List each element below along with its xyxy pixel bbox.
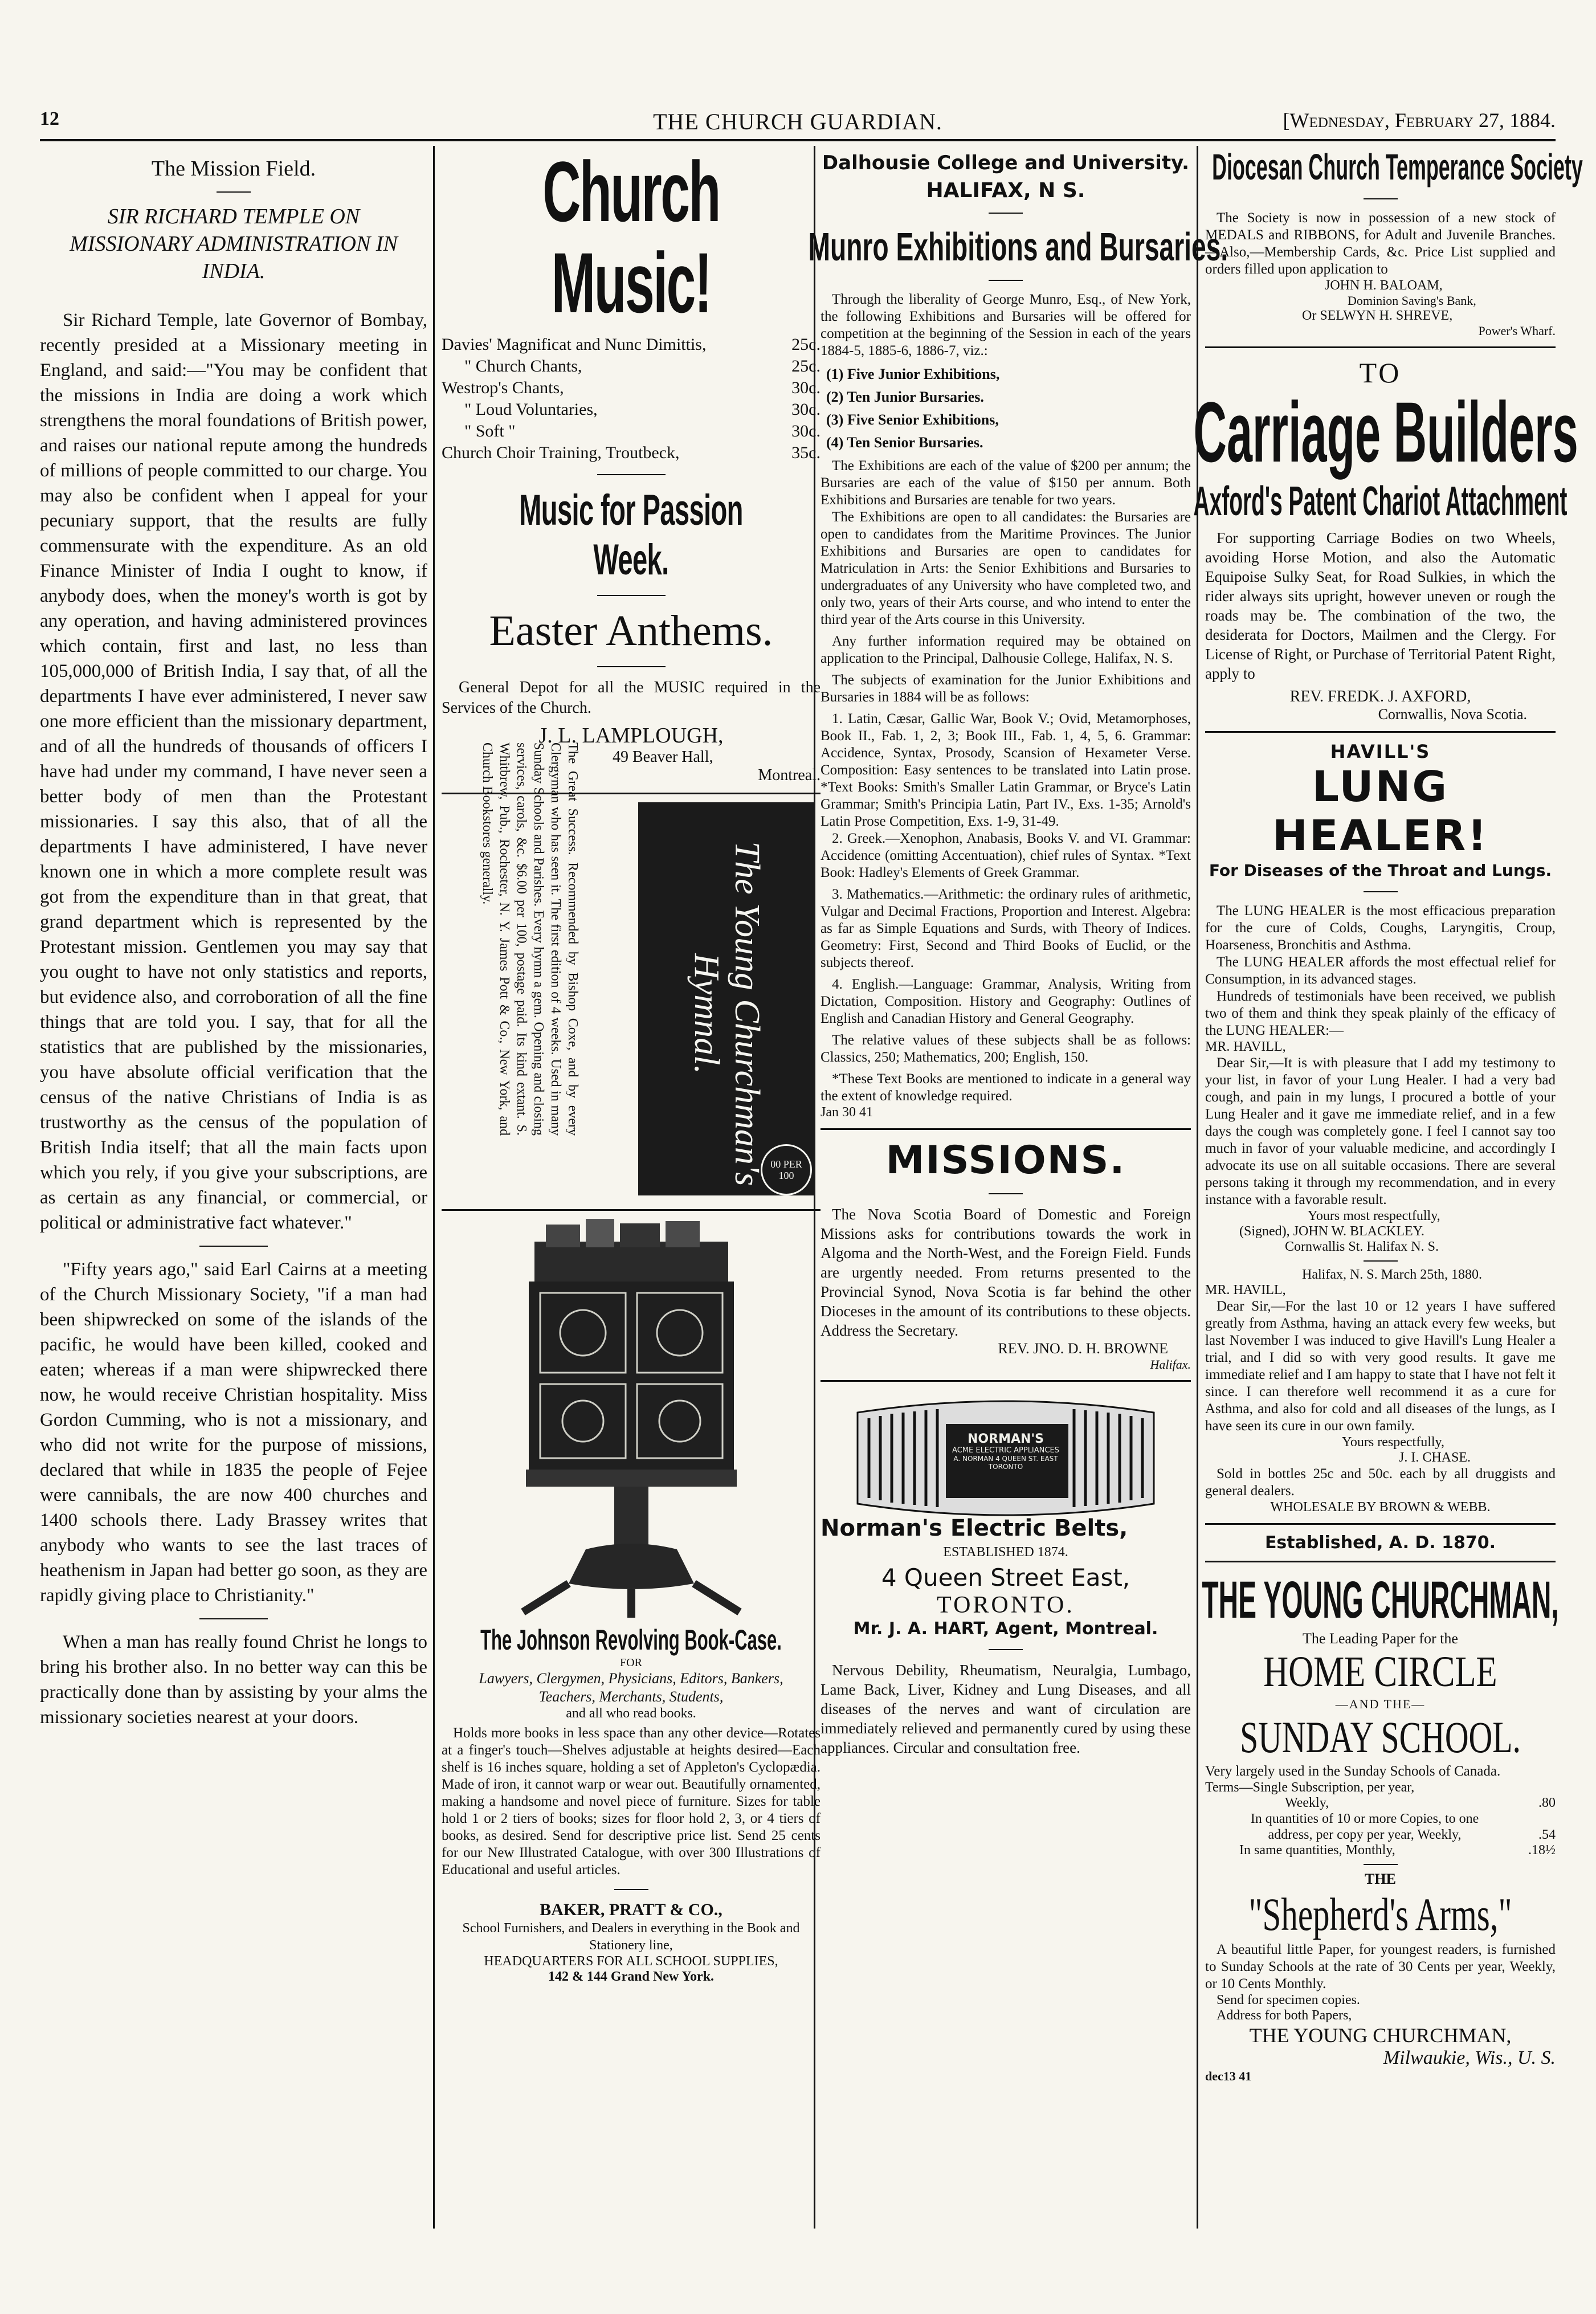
item-price: 30c.: [791, 378, 821, 397]
bookcase-users-all: and all who read books.: [566, 1706, 696, 1721]
item-price: 25c.: [791, 357, 821, 376]
belt-label-line: ACME ELECTRIC APPLIANCES: [952, 1446, 1059, 1455]
missions-appeal: The Nova Scotia Board of Domestic and Foreign Missions asks for contributions towards the work in Algoma and the North-West, and the Foreign Field. Funds are urgently needed. From returns presented to the Provincial Synod, Nova Scotia is far behind the other Dioceses in the amount of its contributions to these objects. Address the Secretary.: [821, 1206, 1191, 1339]
testimonial-address: Cornwallis St. Halifax N. S.: [1285, 1239, 1439, 1254]
sunday-school-usage: Very largely used in the Sunday Schools of Canada.: [1205, 1764, 1501, 1779]
exam-greek: 2. Greek.—Xenophon, Anabasis, Books V. and VI. Grammar: Accidence (omitting Accentuation), chief rules of Syntax. *Text Book: Hadley's Elements of Greek Grammar.: [821, 831, 1191, 880]
norman-agent: Mr. J. A. HART, Agent, Montreal.: [853, 1619, 1158, 1639]
seller-city: Montreal.: [758, 766, 821, 784]
music-depot-text: General Depot for all the MUSIC required in the Services of the Church.: [442, 679, 821, 717]
lung-healer-p1: The LUNG HEALER is the most efficacious preparation for the cure of Colds, Coughs, Laryngitis, Croup, Hoarseness, Bronchitis and Asthma.: [1205, 903, 1556, 953]
terms-monthly: [1205, 1843, 1556, 1858]
terms-weekly: [1205, 1795, 1556, 1811]
item-name: Westrop's Chants,: [442, 378, 564, 397]
lung-healer-subheading: For Diseases of the Throat and Lungs.: [1209, 861, 1552, 880]
award-contact: Any further information required may be obtained on application to the Principal, Dalhousie College, Halifax, N. S.: [821, 634, 1191, 666]
firm-description: School Furnishers, and Dealers in everything in the Book and Stationery line,: [462, 1921, 800, 1953]
terms-label: In same quantities, Monthly,: [1239, 1843, 1395, 1858]
lung-healer-wholesale: WHOLESALE BY BROWN & WEBB.: [1270, 1500, 1491, 1515]
divider: [614, 1889, 648, 1890]
lung-healer-p3: Hundreds of testimonials have been received, we publish two of them and think they speak plainly of the efficacy of the LUNG HEALER:—: [1205, 989, 1556, 1038]
norman-description: Nervous Debility, Rheumatism, Neuralgia, Lumbago, Lame Back, Liver, Kidney and Lung Diseases, and all diseases of the nerves and want of circulation are immediately relieved and permanently cured by using these appliances. Circular and consultation free.: [821, 1662, 1191, 1756]
ad-footer: dec13 41: [1205, 2069, 1252, 2083]
divider: [821, 1128, 1191, 1130]
bookcase-for: FOR: [620, 1656, 642, 1669]
hymnal-title-banner: [638, 802, 815, 1195]
norman-heading: Norman's Electric Belts,: [821, 1515, 1128, 1541]
award-eligibility: The Exhibitions are open to all candidates: the Bursaries are open to candidates from the Maritime Provinces. The Junior Exhibitions and Bursaries are open to candidates for Matriculation in Arts: the Senior Exhibitions and Bursaries to undergraduates of any University who have completed two, and only two, years of their Arts course, and who intend to enter the third year of the Arts course in this University.: [821, 509, 1191, 627]
column-dalhousie: [808, 146, 1228, 2229]
divider: [1205, 1523, 1556, 1525]
column-rule: [433, 146, 435, 2229]
divider: [199, 1618, 268, 1619]
norman-address: 4 Queen Street East,: [881, 1564, 1130, 1591]
axford-heading: Axford's Patent Chariot Attachment: [1193, 479, 1568, 524]
divider: [597, 595, 666, 596]
terms-price: .80: [1538, 1795, 1556, 1810]
exam-latin: 1. Latin, Cæsar, Gallic War, Book V.; Ovid, Metamorphoses, Book II., Fab. 1, 2, 3; Book III., Fab. 1, 4, 5, 6. Grammar: Accidence, Syntax, Prosody, Scansion of Hexameter Verse. Composition: Easy sentences to be translated into Latin prose. *Text Books: Smith's Smaller Latin Grammar, or Bryce's Latin Grammar; Smith's Principia Latin, Part IV., Exs. 1-35; Arnold's Latin Prose Competition, Exs. 1-9, 31-49.: [821, 711, 1191, 829]
item-name: " Church Chants,: [464, 357, 582, 376]
missions-heading: MISSIONS.: [885, 1138, 1126, 1183]
award-values: The Exhibitions are each of the value of $200 per annum; the Bursaries are each of the value of $150 per annum. Both Exhibitions and Bursaries are tenable for two years.: [821, 458, 1191, 508]
divider: [989, 213, 1023, 214]
publisher-name: THE YOUNG CHURCHMAN,: [1249, 2024, 1512, 2047]
item-price: 25c.: [791, 335, 821, 354]
price-row: [442, 334, 821, 356]
newspaper-title: THE CHURCH GUARDIAN.: [653, 109, 942, 134]
item-name: " Soft ": [464, 422, 516, 440]
music-price-list: [442, 334, 821, 464]
firm-name: BAKER, PRATT & CO.,: [540, 1900, 723, 1919]
shepherds-arms-heading: "Shepherd's Arms,": [1248, 1888, 1512, 1940]
belt-label-line: NORMAN'S: [968, 1432, 1044, 1446]
divider: [1364, 891, 1398, 892]
divider: [989, 1193, 1023, 1194]
divider: [217, 191, 251, 193]
item-price: 30c.: [791, 400, 821, 419]
shepherds-arms-text: A beautiful little Paper, for youngest readers, is furnished to Sunday Schools at the rate of 30 Cents per year, Weekly, or 10 Cents Monthly.: [1205, 1942, 1556, 1991]
temperance-contact-alt: Or SELWYN H. SHREVE,: [1302, 308, 1453, 323]
column-church-music: [442, 146, 821, 2229]
page-header: [40, 108, 1556, 140]
firm-headquarters: HEADQUARTERS FOR ALL SCHOOL SUPPLIES,: [484, 1954, 778, 1969]
and-the-line: —AND THE—: [1335, 1697, 1426, 1711]
item-price: 35c.: [791, 443, 821, 462]
price-row: [442, 399, 821, 421]
bookcase-users: Lawyers, Clergymen, Physicians, Editors, Bankers, Teachers, Merchants, Students,: [479, 1670, 783, 1705]
young-churchman-heading: THE YOUNG CHURCHMAN,: [1202, 1571, 1559, 1629]
testimonial-signature-2: J. I. CHASE.: [1399, 1450, 1471, 1465]
belt-label-line: TORONTO: [988, 1463, 1023, 1471]
item-price: 30c.: [791, 422, 821, 440]
ad-date: Jan 30 41: [821, 1105, 873, 1120]
norman-established: ESTABLISHED 1874.: [943, 1545, 1068, 1560]
divider: [597, 474, 666, 475]
belt-label-line: A. NORMAN 4 QUEEN ST. EAST: [953, 1455, 1058, 1463]
passion-week-heading: Music for Passion Week.: [519, 486, 743, 584]
testimonial-salutation-2: MR. HAVILL,: [1205, 1283, 1286, 1297]
temperance-contact-address: Dominion Saving's Bank,: [1348, 293, 1476, 308]
testimonial-date: Halifax, N. S. March 25th, 1880.: [1302, 1267, 1482, 1282]
testimonial-salutation: MR. HAVILL,: [1205, 1039, 1286, 1054]
section-heading: The Mission Field.: [151, 157, 316, 181]
divider: [989, 280, 1023, 281]
axford-name: REV. FREDK. J. AXFORD,: [1289, 688, 1471, 705]
established-line: Established, A. D. 1870.: [1264, 1533, 1496, 1553]
seller-address: 49 Beaver Hall,: [613, 748, 713, 766]
terms-price: .54: [1538, 1827, 1556, 1842]
price-row: [442, 356, 821, 377]
testimonial-blackley: Dear Sir,—It is with pleasure that I add my testimony to your list, in favor of your Lung Healer. I had a very bad cough, and pain in my lungs, I procured a bottle of your Lung Healer and it gave me immediate relief, and in a few days the cough was completely gone. I feel I cannot say too much in favor of your valuable medicine, and accordingly I advocate its use on all suitable occasions. There are several persons taking it through my recommendation, and in every instance with a favorable result.: [1205, 1055, 1556, 1207]
exam-english: 4. English.—Language: Grammar, Analysis, Writing from Dictation, Composition. History and Geography: Outlines of English and Canadian History and General Geography.: [821, 977, 1191, 1026]
issue-date: [Wednesday, February 27, 1884.: [1283, 109, 1556, 132]
exam-mathematics: 3. Mathematics.—Arithmetic: the ordinary rules of arithmetic, Vulgar and Decimal Fractions, Proportion and Interest. Algebra: as far as Simple Equations and Surds, with Theory of Indices. Geometry: First, Second and Third Books of Euclid, or the subjects thereof.: [821, 887, 1191, 970]
price-row: [442, 377, 821, 399]
divider: [1205, 346, 1556, 348]
college-city: HALIFAX, N S.: [926, 179, 1085, 202]
munro-intro: Through the liberality of George Munro, Esq., of New York, the following Exhibitions and Bursaries will be offered for competition at the beginning of the Session in each of the years 1884-5, 1885-6, 1886-7, viz.:: [821, 292, 1191, 358]
hymnal-description: The Great Success. Recommended by Bishop Coxe, and by every Clergyman who has seen it. The first edition of 4 weeks. Used in many Sunday Schools and Parishes. Every hymn a gem. Opening and closing services, carols, &c. $6.00 per 100, postage paid. Its kind extant. S. Whitbrew, Pub., Rochester, N. Y. James Pott & Co., New York, and Church Bookstores generally.: [480, 742, 580, 1136]
lung-healer-heading: LUNG HEALER!: [1272, 762, 1489, 860]
item-name: " Loud Voluntaries,: [464, 400, 598, 419]
item-name: Church Choir Training, Troutbeck,: [442, 443, 680, 462]
column-advertisements: [1193, 146, 1583, 2229]
award-list: [821, 363, 1191, 454]
article-brother: When a man has really found Christ he longs to bring his brother also. In no better way can this be practically done than by assisting by your alms the missionary societies nearest at your doors.: [40, 1632, 427, 1728]
exam-subjects-intro: The subjects of examination for the Junior Exhibitions and Bursaries in 1884 will be as follows:: [821, 672, 1191, 705]
temperance-society-heading: Diocesan Church Temperance Society: [1212, 146, 1583, 187]
testimonial-signature: (Signed), JOHN W. BLACKLEY.: [1239, 1224, 1424, 1239]
terms-quantity: [1205, 1811, 1556, 1843]
leading-paper-line: The Leading Paper for the: [1303, 1630, 1458, 1647]
column-mission-field: [40, 146, 427, 2229]
divider: [1205, 731, 1556, 733]
award-item: (1) Five Junior Exhibitions,: [826, 366, 1000, 382]
axford-text: For supporting Carriage Bodies on two Wheels, avoiding Horse Motion, and also the Automatic Equipoise Sulky Seat, for Road Sulkies, in which the rider always sits upright, however uneven or rough the roads may be. The combination of the two, the desiderata for Doctors, Mailmen and the Clergy. For License of Right, or Purchase of Territorial Patent Right, apply to: [1205, 529, 1556, 682]
hymnal-title: The Young Churchman's Hymnal.: [687, 841, 766, 1186]
temperance-text: The Society is now in possession of a new stock of MEDALS and RIBBONS, for Adult and Juvenile Branches.—Also,—Membership Cards, &c. Price List supplied and orders filled upon application to: [1205, 210, 1556, 277]
article-cairns: "Fifty years ago," said Earl Cairns at a meeting of the Church Missionary Society, "if a man had been shipwrecked on some of the islands of the pacific, he would have been killed, cooked and eaten; whereas if a man were shipwrecked there now, he would receive Christian hospitality. Miss Gordon Cumming, who is not a missionary, and who did not write for the purpose of missions, declared that while in 1835 the people of Fejee were cannibals, the are now 400 churches and 1400 schools there. Lady Brassey writes that anybody who wants to see the last traces of heathenism in Japan had better go soon, as they are rapidly giving place to Christianity.": [40, 1259, 427, 1606]
award-item: (4) Ten Senior Bursaries.: [826, 434, 983, 451]
missions-city: Halifax.: [1150, 1357, 1191, 1372]
article-subheading: SIR RICHARD TEMPLE ON MISSIONARY ADMINISTRATION IN INDIA.: [70, 205, 398, 283]
church-music-heading: Church Music!: [542, 144, 720, 330]
munro-heading: Munro Exhibitions and Bursaries.: [808, 225, 1228, 269]
seller-name: J. L. LAMPLOUGH,: [538, 724, 724, 748]
missions-secretary: REV. JNO. D. H. BROWNE: [998, 1340, 1168, 1357]
divider: [199, 1246, 268, 1247]
article-temple: Sir Richard Temple, late Governor of Bombay, recently presided at a Missionary meeting in England, and said:—"You may be confident that the missions in India are doing a work which strengthens the moral foundations of British power, and raises our national repute among the hundreds of millions of people committed to our charge. You may also be confident when I appeal for your pecuniary support, that the results are fully commensurate with the expenditure. As an old Finance Minister of India I ought to know, if anybody does, when the money's worth is got by any operation, and having administered provinces which contain, first and last, no less than 105,000,000 of British India, I say that, of all the departments I have ever administered, I never saw one more efficient than the missionary department, and of all the hundreds of thousands of officers I have had under my command, I have never seen a better body of men than the Protestant missionaries. I say this also, that of all the departments I have administered, I have never known one in which a more complete result was got from the expenditure than in that great, that grand department which is represented by the Protestant mission. Gentlemen you may say that you ought to have not only statistics and reports, but evidence also, and corroboration of all the fine things that are told you. I say, that for all the statistics that are published by the missionaries, you have absolute official verification that the census of the native Christians of India is as trustworthy as the census of the population of British India itself; that all the main facts upon which you rely, if you give your subscriptions, are as certain as any financial, or commercial, or political or administrative fact whatever.": [40, 310, 427, 1233]
divider: [1364, 198, 1398, 199]
specimen-line: Send for specimen copies.: [1217, 1993, 1360, 2007]
carriage-to: TO: [1359, 357, 1402, 389]
belt-label: [821, 1424, 1191, 1509]
terms-label: Weekly,: [1285, 1795, 1329, 1810]
norman-city: TORONTO.: [937, 1592, 1075, 1618]
hymnal-price-badge: 00 PER 100: [761, 1144, 812, 1195]
temperance-contact: JOHN H. BALOAM,: [1325, 278, 1443, 293]
divider: [1364, 1864, 1398, 1865]
sunday-school-heading: SUNDAY SCHOOL.: [1240, 1712, 1521, 1762]
carriage-builders-heading: Carriage Builders: [1193, 384, 1578, 480]
divider: [597, 666, 666, 667]
divider: [989, 1649, 1023, 1650]
havill-label: HAVILL'S: [1330, 741, 1431, 762]
lung-healer-p2: The LUNG HEALER affords the most effectual relief for Consumption, in its advanced stages.: [1205, 954, 1556, 987]
exam-values: The relative values of these subjects shall be as follows: Classics, 250; Mathematics, 200; English, 150.: [821, 1032, 1191, 1065]
temperance-contact-alt-address: Power's Wharf.: [1478, 324, 1556, 338]
price-row: [442, 442, 821, 464]
item-name: Davies' Magnificat and Nunc Dimittis,: [442, 335, 707, 354]
header-rule: [40, 139, 1556, 141]
terms-label: In quantities of 10 or more Copies, to one address, per copy per year, Weekly,: [1250, 1811, 1479, 1842]
easter-anthems-heading: Easter Anthems.: [489, 607, 773, 655]
terms-price: .18½: [1528, 1843, 1556, 1858]
revolving-bookcase-illustration: [500, 1219, 762, 1618]
college-name: Dalhousie College and University.: [822, 152, 1190, 174]
award-item: (3) Five Senior Exhibitions,: [826, 411, 999, 428]
divider: [1364, 1260, 1398, 1262]
home-circle-heading: HOME CIRCLE: [1263, 1648, 1497, 1696]
divider: [821, 1380, 1191, 1382]
bookcase-description: Holds more books in less space than any other device—Rotates at a finger's touch—Shelves adjustable at heights desired—Each shelf is 16 inches square, holding a set of Appleton's Cyclopædia. Made of iron, it cannot warp or wear out. Beautifully ornamented, making a handsome and novel piece of furniture. Sizes for table hold 1 or 2 tiers of books; sizes for floor hold 2, 3, or 4 tiers of books, as desired. Send for descriptive price list. Send 25 cents for our New Illustrated Catalogue, with over 300 Illustrations of Educational and useful articles.: [442, 1725, 821, 1878]
page-number: 12: [40, 108, 59, 129]
axford-address: Cornwallis, Nova Scotia.: [1378, 706, 1527, 723]
publisher-address: Milwaukie, Wis., U. S.: [1383, 2047, 1556, 2068]
firm-address: 142 & 144 Grand New York.: [548, 1969, 715, 1984]
divider: [1205, 1561, 1556, 1562]
terms-line: Terms—Single Subscription, per year,: [1205, 1780, 1415, 1795]
exam-footnote: *These Text Books are mentioned to indicate in a general way the extent of knowledge required.: [821, 1071, 1191, 1104]
testimonial-chase: Dear Sir,—For the last 10 or 12 years I have suffered greatly from Asthma, having an attack every few weeks, but last November I was induced to give Havill's Lung Healer a trial, and I did so with very good results. It gave me immediate relief and I am happy to state that I have not felt it since. I can therefore well recommend it as a cure for Asthma, and also for cold and all diseases of the lungs, as I have seen its cure in our own family.: [1205, 1299, 1556, 1434]
testimonial-closing: Yours most respectfully,: [1308, 1209, 1440, 1223]
price-row: [442, 421, 821, 442]
lung-healer-sale: Sold in bottles 25c and 50c. each by all druggists and general dealers.: [1205, 1466, 1556, 1499]
the-label: THE: [1365, 1871, 1396, 1887]
bookcase-heading: The Johnson Revolving Book-Case.: [480, 1624, 782, 1656]
address-line: Address for both Papers,: [1217, 2008, 1352, 2023]
testimonial-closing-2: Yours respectfully,: [1342, 1435, 1444, 1450]
award-item: (2) Ten Junior Bursaries.: [826, 389, 984, 405]
